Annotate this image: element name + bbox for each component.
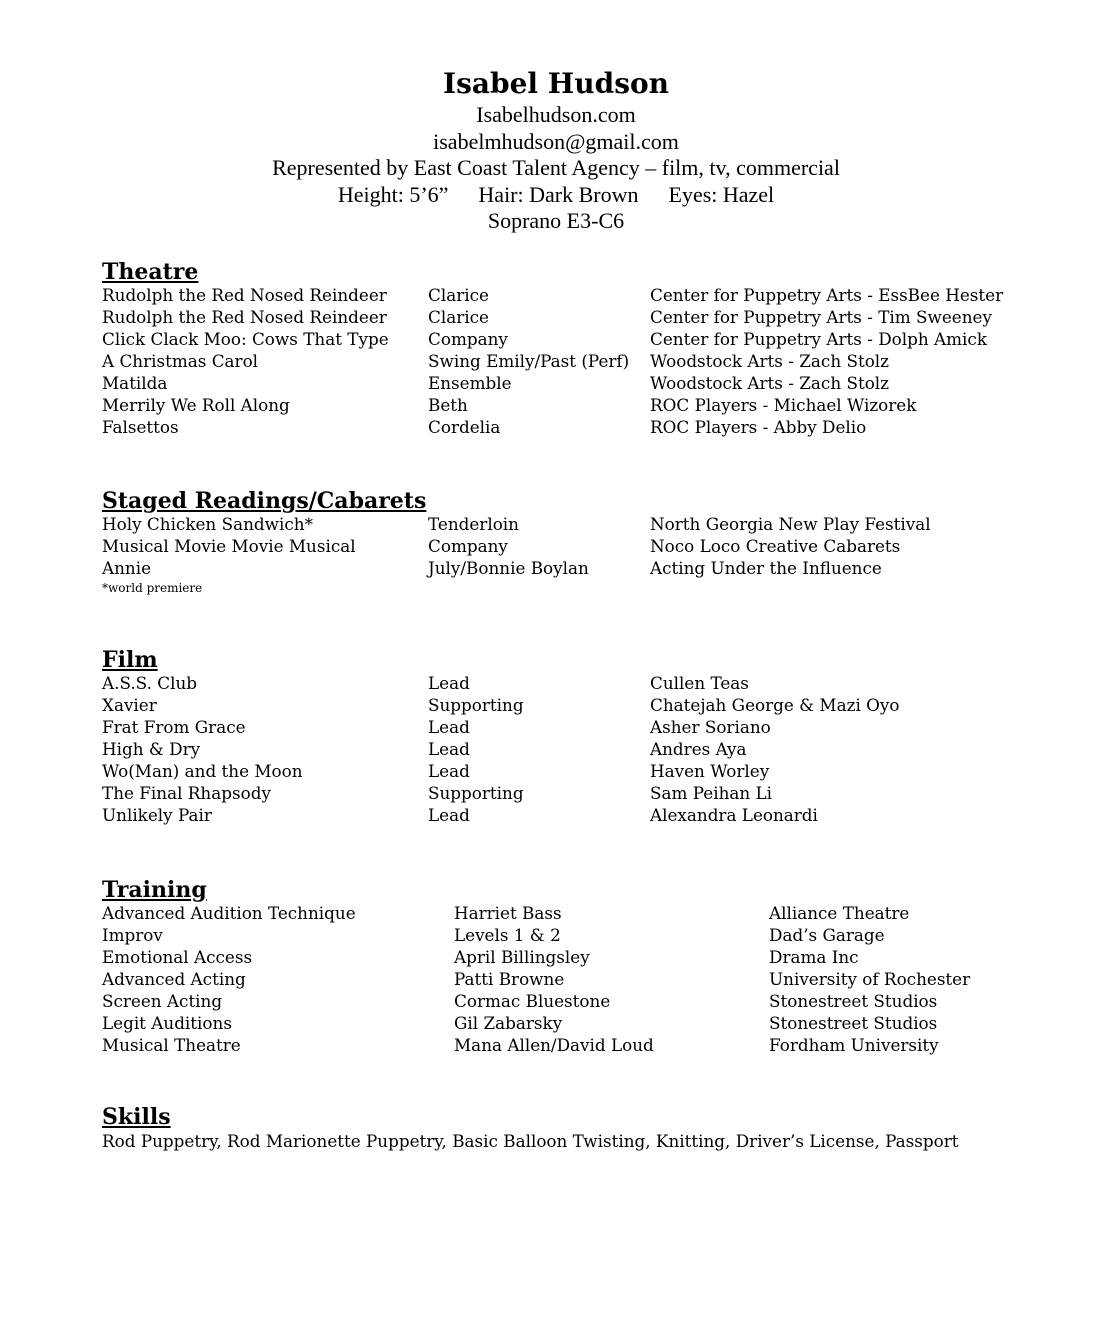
credit-row [102, 694, 1062, 716]
resume-header [0, 66, 1112, 235]
company-cell: Fordham University [769, 1035, 939, 1055]
credit-row [102, 557, 1062, 579]
title-cell: A Christmas Carol [102, 351, 259, 371]
title-cell: Emotional Access [102, 947, 253, 967]
training-row [102, 946, 1062, 968]
training-row [102, 968, 1062, 990]
credit-row [102, 328, 1062, 350]
film-section [102, 648, 1062, 826]
role-cell: Lead [428, 761, 470, 781]
company-cell: Sam Peihan Li [650, 783, 773, 803]
credit-row [102, 513, 1062, 535]
role-cell: Patti Browne [454, 969, 565, 989]
title-cell: Advanced Acting [102, 969, 246, 989]
training-row [102, 1034, 1062, 1056]
credit-row [102, 804, 1062, 826]
title-cell: Holy Chicken Sandwich* [102, 514, 313, 534]
title-cell: High & Dry [102, 739, 201, 759]
role-cell: Tenderloin [428, 514, 519, 534]
staged-readings-section [102, 489, 1062, 597]
role-cell: Levels 1 & 2 [454, 925, 561, 945]
title-cell: Xavier [102, 695, 157, 715]
company-cell: Andres Aya [650, 739, 747, 759]
training-row [102, 1012, 1062, 1034]
role-cell: Company [428, 536, 508, 556]
role-cell: Ensemble [428, 373, 512, 393]
company-cell: Center for Puppetry Arts - EssBee Hester [650, 285, 1004, 305]
role-cell: Lead [428, 805, 470, 825]
company-cell: Alexandra Leonardi [650, 805, 818, 825]
section-title: Theatre [102, 259, 199, 285]
credit-row [102, 394, 1062, 416]
credit-row [102, 738, 1062, 760]
company-cell: Stonestreet Studios [769, 1013, 938, 1033]
actor-name: Isabel Hudson [443, 67, 669, 100]
role-cell: Clarice [428, 285, 489, 305]
role-cell: Gil Zabarsky [454, 1013, 563, 1033]
credit-row [102, 535, 1062, 557]
title-cell: The Final Rhapsody [102, 783, 271, 803]
credit-row [102, 416, 1062, 438]
footnote: *world premiere [102, 581, 203, 595]
title-cell: Screen Acting [102, 991, 223, 1011]
vocal-range: Soprano E3-C6 [487, 208, 625, 233]
training-row [102, 902, 1062, 924]
title-cell: Improv [102, 925, 163, 945]
role-cell: July/Bonnie Boylan [428, 558, 589, 578]
role-cell: Clarice [428, 307, 489, 327]
email: isabelmhudson@gmail.com [433, 128, 679, 154]
company-cell: Chatejah George & Mazi Oyo [650, 695, 900, 715]
height: Height: 5’6” [337, 181, 449, 207]
training-row [102, 990, 1062, 1012]
credit-list [102, 513, 1062, 579]
title-cell: Musical Movie Movie Musical [102, 536, 356, 556]
company-cell: Stonestreet Studios [769, 991, 938, 1011]
website: Isabelhudson.com [476, 102, 636, 127]
title-cell: A.S.S. Club [102, 673, 198, 693]
company-cell: University of Rochester [769, 969, 971, 989]
skills-list: Rod Puppetry, Rod Marionette Puppetry, Basic Balloon Twisting, Knitting, Driver’s License, Passport [102, 1131, 959, 1151]
role-cell: Cormac Bluestone [454, 991, 611, 1011]
training-list [102, 902, 1062, 1056]
company-cell: Center for Puppetry Arts - Dolph Amick [650, 329, 987, 349]
title-cell: Unlikely Pair [102, 805, 212, 825]
company-cell: Alliance Theatre [769, 903, 910, 923]
title-cell: Click Clack Moo: Cows That Type [102, 329, 389, 349]
company-cell: Drama Inc [769, 947, 859, 967]
company-cell: Noco Loco Creative Cabarets [650, 536, 901, 556]
title-cell: Annie [102, 558, 152, 578]
role-cell: Swing Emily/Past (Perf) [428, 351, 630, 371]
role-cell: April Billingsley [454, 947, 590, 967]
representation: Represented by East Coast Talent Agency – film, tv, commercial [272, 155, 840, 180]
role-cell: Company [428, 329, 508, 349]
company-cell: Dad’s Garage [769, 925, 885, 945]
credit-row [102, 372, 1062, 394]
company-cell: Asher Soriano [650, 717, 771, 737]
role-cell: Lead [428, 717, 470, 737]
title-cell: Rudolph the Red Nosed Reindeer [102, 285, 387, 305]
eyes: Eyes: Hazel [668, 181, 775, 207]
company-cell: North Georgia New Play Festival [650, 514, 931, 534]
company-cell: Haven Worley [650, 761, 770, 781]
company-cell: Center for Puppetry Arts - Tim Sweeney [650, 307, 992, 327]
role-cell: Mana Allen/David Loud [454, 1035, 654, 1055]
title-cell: Advanced Audition Technique [102, 903, 356, 923]
section-title: Film [102, 647, 158, 673]
title-cell: Musical Theatre [102, 1035, 241, 1055]
theatre-section [102, 260, 1062, 438]
role-cell: Lead [428, 673, 470, 693]
credit-row [102, 284, 1062, 306]
company-cell: ROC Players - Abby Delio [650, 417, 867, 437]
role-cell: Cordelia [428, 417, 501, 437]
credit-list [102, 284, 1062, 438]
physical-stats [0, 182, 1112, 209]
company-cell: Woodstock Arts - Zach Stolz [650, 351, 890, 371]
credit-row [102, 306, 1062, 328]
title-cell: Frat From Grace [102, 717, 246, 737]
company-cell: Acting Under the Influence [650, 558, 882, 578]
credit-row [102, 350, 1062, 372]
company-cell: ROC Players - Michael Wizorek [650, 395, 917, 415]
section-title: Skills [102, 1104, 171, 1130]
title-cell: Rudolph the Red Nosed Reindeer [102, 307, 387, 327]
role-cell: Supporting [428, 695, 524, 715]
title-cell: Merrily We Roll Along [102, 395, 290, 415]
skills-section [102, 1105, 1062, 1153]
role-cell: Supporting [428, 783, 524, 803]
section-title: Training [102, 877, 207, 903]
role-cell: Harriet Bass [454, 903, 562, 923]
title-cell: Falsettos [102, 417, 179, 437]
role-cell: Lead [428, 739, 470, 759]
training-section [102, 878, 1062, 1056]
credit-row [102, 716, 1062, 738]
role-cell: Beth [428, 395, 468, 415]
company-cell: Woodstock Arts - Zach Stolz [650, 373, 890, 393]
hair: Hair: Dark Brown [478, 181, 639, 207]
title-cell: Matilda [102, 373, 168, 393]
title-cell: Wo(Man) and the Moon [102, 761, 303, 781]
company-cell: Cullen Teas [650, 673, 749, 693]
training-row [102, 924, 1062, 946]
credit-row [102, 760, 1062, 782]
title-cell: Legit Auditions [102, 1013, 232, 1033]
credit-row [102, 672, 1062, 694]
credit-list [102, 672, 1062, 826]
credit-row [102, 782, 1062, 804]
section-title: Staged Readings/Cabarets [102, 488, 427, 514]
